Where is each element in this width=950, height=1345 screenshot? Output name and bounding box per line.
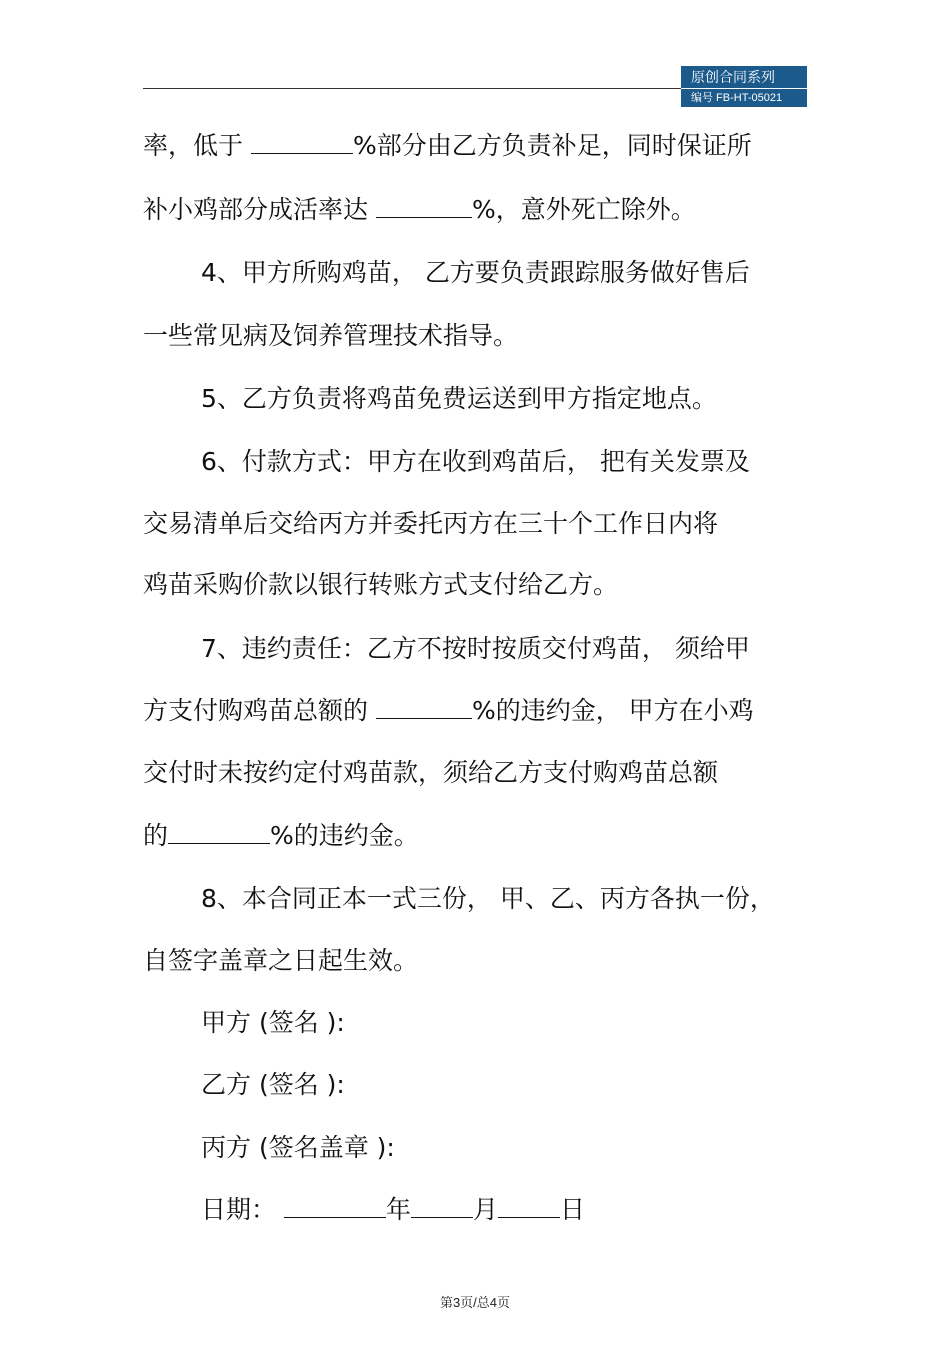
clause-4: 4、甲方所购鸡苗， 乙方要负责跟踪服务做好售后 <box>201 258 750 287</box>
series-badge <box>681 66 807 107</box>
badge-title: 原创合同系列 <box>681 66 807 89</box>
clause-line: 一些常见病及饲养管理技术指导。 <box>143 321 519 350</box>
signature-party-c: 丙方 (签名盖章 ): <box>201 1133 395 1162</box>
date-line <box>201 1192 585 1228</box>
text-segment: 补小鸡部分成活率达 <box>143 195 369 224</box>
fill-blank <box>376 193 472 218</box>
fill-blank <box>168 819 270 844</box>
year-label: 年 <box>385 1195 411 1224</box>
signature-party-b: 乙方 (签名 ): <box>201 1070 345 1099</box>
clause-line: 交易清单后交给丙方并委托丙方在三十个工作日内将 <box>143 509 719 538</box>
page-number: 第3页/总4页 <box>439 1295 511 1310</box>
clause-line <box>143 192 696 228</box>
clause-line <box>143 128 752 164</box>
text-segment: 的 <box>143 821 169 850</box>
clause-6: 6、付款方式：甲方在收到鸡苗后， 把有关发票及 <box>201 447 750 476</box>
clause-line: 自签字盖章之日起生效。 <box>143 946 419 975</box>
day-label: 日 <box>560 1195 586 1224</box>
clause-line <box>143 818 419 854</box>
month-label: 月 <box>472 1195 498 1224</box>
text-segment: %部分由乙方负责补足，同时保证所 <box>352 131 752 160</box>
clause-line <box>143 693 754 729</box>
signature-party-a: 甲方 (签名 ): <box>201 1008 345 1037</box>
clause-line: 交付时未按约定付鸡苗款，须给乙方支付购鸡苗总额 <box>143 758 719 787</box>
day-blank <box>498 1193 560 1218</box>
badge-code: 编号 FB-HT-05021 <box>691 92 783 104</box>
text-segment: 方支付购鸡苗总额的 <box>143 696 369 725</box>
text-segment: %的违约金， 甲方在小鸡 <box>471 696 754 725</box>
month-blank <box>411 1193 473 1218</box>
fill-blank <box>251 129 353 154</box>
fill-blank <box>376 694 472 719</box>
clause-line: 鸡苗采购价款以银行转账方式支付给乙方。 <box>143 570 619 599</box>
clause-5: 5、乙方负责将鸡苗免费运送到甲方指定地点。 <box>201 384 717 413</box>
date-label: 日期： <box>201 1195 277 1224</box>
clause-7: 7、违约责任：乙方不按时按质交付鸡苗， 须给甲 <box>201 634 750 663</box>
year-blank <box>284 1193 386 1218</box>
clause-8: 8、本合同正本一式三份， 甲、乙、丙方各执一份， <box>201 884 775 913</box>
text-segment: 率，低于 <box>143 131 244 160</box>
text-segment: %，意外死亡除外。 <box>471 195 696 224</box>
text-segment: %的违约金。 <box>270 821 419 850</box>
